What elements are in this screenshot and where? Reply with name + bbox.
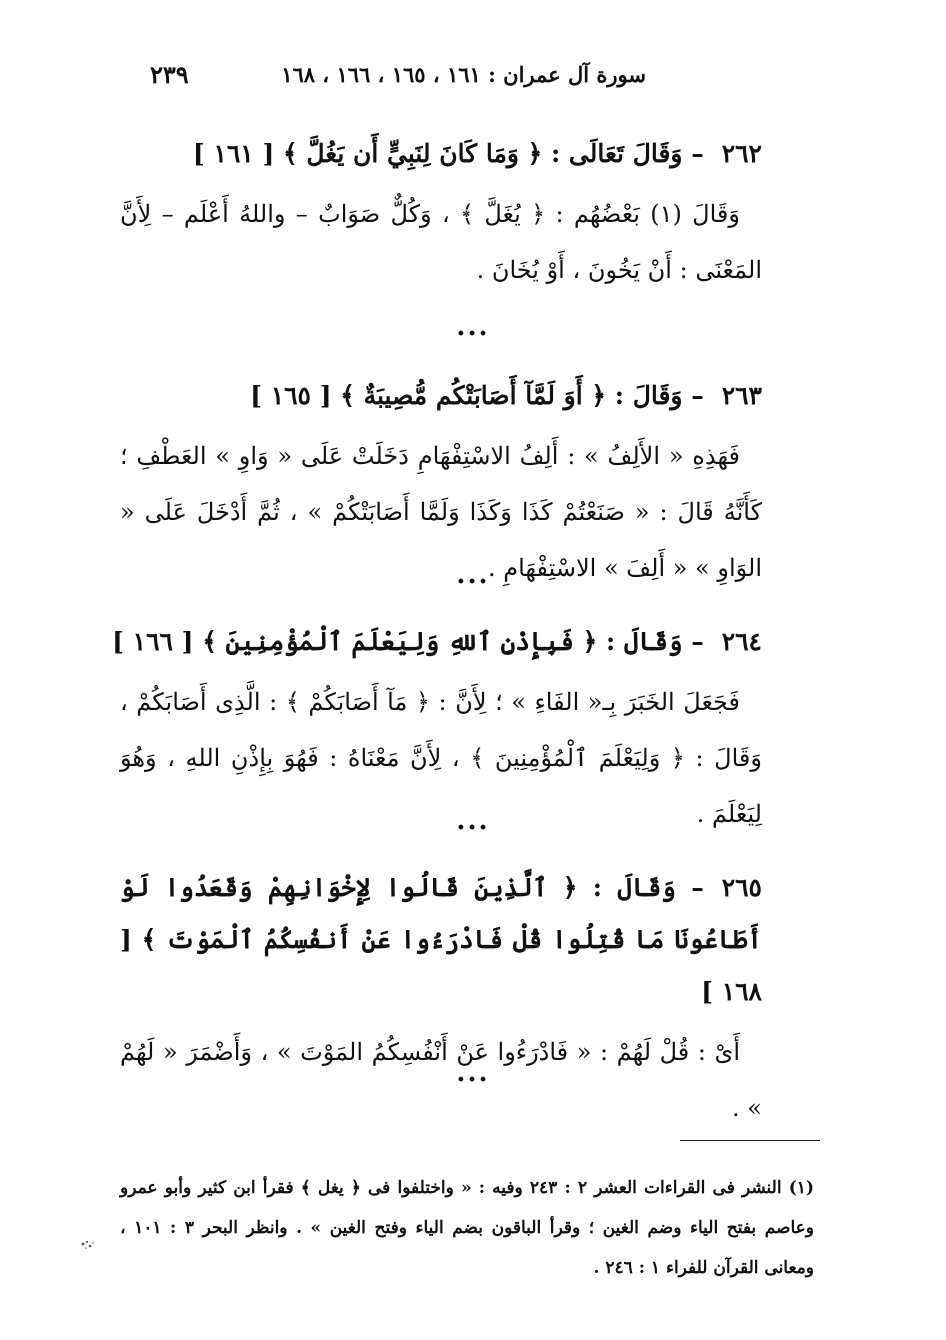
entry-number: ٢٦٢ bbox=[721, 139, 762, 168]
entry-262 bbox=[120, 128, 762, 298]
section-separator: ... bbox=[456, 806, 490, 836]
entry-body: أَىْ : قُلْ لَهُمْ : « فَادْرَءُوا عَنْ أَنْفُسِكُمُ المَوْتَ » ، وَأَضْمَرَ « لَهُمْ » . bbox=[120, 1038, 762, 1122]
page-number: ٢٣٩ bbox=[150, 60, 189, 89]
entry-number: ٢٦٤ bbox=[721, 627, 762, 656]
entry-heading bbox=[120, 862, 762, 1018]
header-title: سورة آل عمران : ١٦١ ، ١٦٥ ، ١٦٦ ، ١٦٨ bbox=[281, 62, 646, 87]
entry-heading bbox=[120, 128, 762, 180]
entry-number: ٢٦٣ bbox=[721, 381, 762, 410]
entry-number: ٢٦٥ bbox=[721, 873, 762, 902]
entry-heading bbox=[120, 370, 762, 422]
entry-265 bbox=[120, 862, 762, 1136]
entry-body: وَقَالَ (١) بَعْضُهُم : ﴿ يُغَلَّ ﴾ ، وَكُلٌّ صَوَابٌ – واللهُ أَعْلَم – لِأَنَّ المَعْنَى : أَنْ يَخُونَ ، أَوْ يُخَانَ . bbox=[120, 200, 762, 284]
entry-heading-text: – وَقَالَ : ﴿ أَوَ لَمَّآ أَصَابَتْكُم مُّصِيبَةٌ ﴾ [ ١٦٥ ] bbox=[250, 381, 704, 410]
ink-speck-icon bbox=[78, 1238, 98, 1252]
section-separator: ... bbox=[456, 1058, 490, 1088]
running-header bbox=[150, 62, 646, 98]
entry-heading-text: – وَقَالَ : ﴿ فَبِإِذْنِ ٱللهِ وَلِيَعْلَمَ ٱلْمُؤْمِنِينَ ﴾ [ ١٦٦ ] bbox=[112, 627, 704, 656]
entry-heading-text: – وَقَالَ : ﴿ ٱلَّذِينَ قَالُوا لِإِخْوَانِهِمْ وَقَعَدُوا لَوْ أَطَاعُونَا مَا قُتِلُوا قُلْ فَادْرَءُوا عَنْ أَنفُسِكُمُ ٱلْمَوْتَ ﴾ [ ١٦٨ ] bbox=[120, 873, 762, 1006]
section-separator: ... bbox=[456, 312, 490, 342]
entry-heading bbox=[112, 616, 762, 668]
footnote-divider bbox=[680, 1140, 820, 1141]
entry-heading-text: – وَقَالَ تَعَالَى : ﴿ وَمَا كَانَ لِنَبِيٍّ أَن يَغُلَّ ﴾ [ ١٦١ ] bbox=[192, 139, 704, 168]
section-separator: ... bbox=[456, 560, 490, 590]
footnote: (١) النشر فى القراءات العشر ٢ : ٢٤٣ وفيه : « واختلفوا فى ﴿ يغل ﴾ فقرأ ابن كثير وأبو عمرو وعاصم بفتح الياء وضم الغين ؛ وقرأ الباقون بضم الياء وفتح الغين » . وانظر البحر ٣ : ١٠١ ، ومعانى القرآن للفراء ١ : ٢٤٦ . bbox=[120, 1178, 815, 1278]
entry-body: فَهَذِهِ « الأَلِفُ » : أَلِفُ الاسْتِفْهَامِ دَخَلَتْ عَلَى « وَاوِ » العَطْفِ ؛ كَأَنَّهُ قَالَ : « صَنَعْتُمْ كَذَا وَكَذَا وَلَمَّا أَصَابَتْكُمْ » ، ثُمَّ أَدْخَلَ عَلَى « الوَاوِ » « أَلِفَ » الاسْتِفْهَامِ . bbox=[120, 442, 762, 582]
entry-body: فَجَعَلَ الخَبَرَ بِـ« الفَاءِ » ؛ لِأَنَّ : ﴿ مَآ أَصَابَكُمْ ﴾ : الَّذِى أَصَابَكُمْ ، وَقَالَ : ﴿ وَلِيَعْلَمَ ٱلْمُؤْمِنِينَ ﴾ ، لِأَنَّ مَعْنَاهُ : فَهُوَ بِإِذْنِ اللهِ ، وَهُوَ لِيَعْلَمَ . bbox=[120, 688, 762, 828]
